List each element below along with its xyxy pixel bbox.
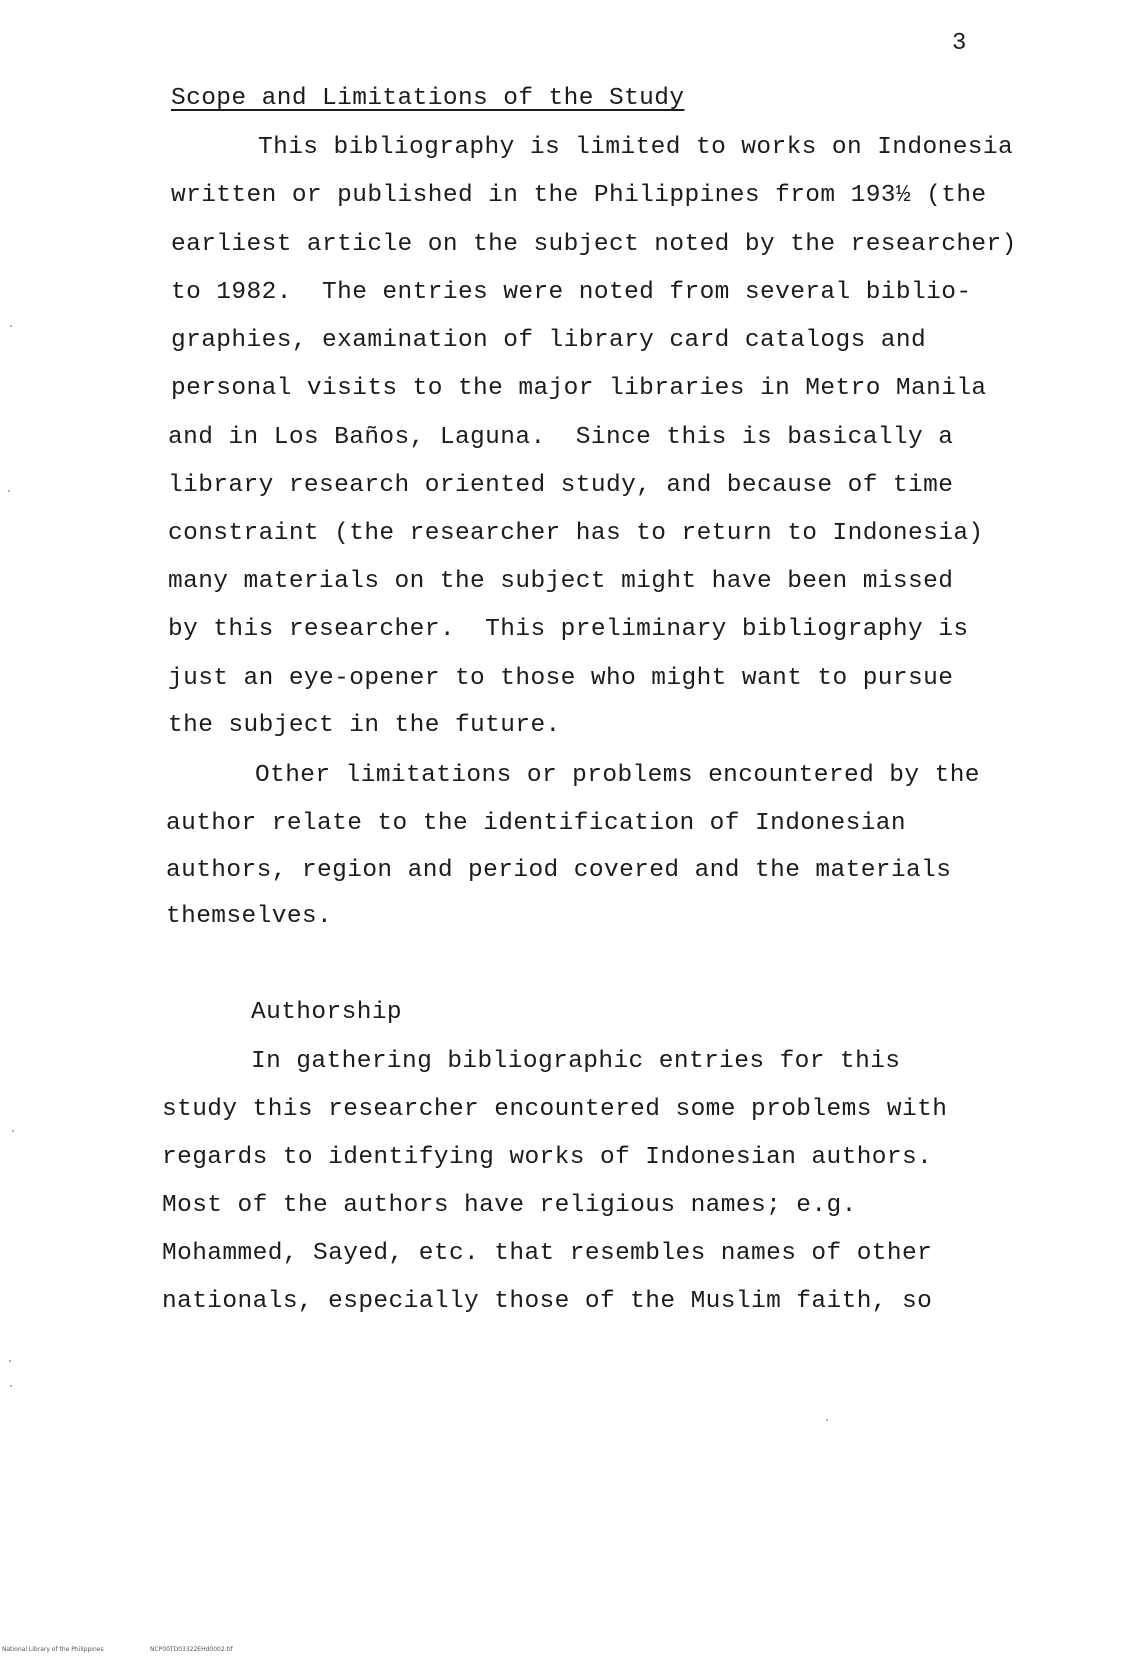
text-line: study this researcher encountered some problems with [162,1096,948,1123]
text-line: library research oriented study, and because of time [168,472,954,499]
text-line: many materials on the subject might have been missed [168,568,954,595]
text-line: personal visits to the major libraries in Metro Manila [171,375,987,402]
text-line: the subject in the future. [168,712,561,739]
footer-library: National Library of the Philippines [2,1646,104,1653]
page-number: 3 [952,30,968,57]
scan-speck [9,1360,11,1362]
text-line: nationals, especially those of the Muslim faith, so [162,1288,933,1315]
scan-speck [826,1419,828,1421]
section-heading-authorship: Authorship [251,999,403,1026]
text-line: Other limitations or problems encountered by the [255,762,980,789]
text-line: author relate to the identification of Indonesian [166,810,907,837]
text-line: regards to identifying works of Indonesian authors. [162,1144,933,1171]
text-line: In gathering bibliographic entries for this [251,1048,901,1075]
text-line: by this researcher. This preliminary bibliography is [168,616,969,643]
scan-speck [12,1130,14,1132]
text-line: themselves. [166,903,333,930]
text-line: just an eye-opener to those who might want to pursue [168,665,954,692]
text-line: written or published in the Philippines from 193½ (the [171,182,987,209]
text-line: Most of the authors have religious names; e.g. [162,1192,857,1219]
text-line: This bibliography is limited to works on Indonesia [258,134,1014,161]
text-line: to 1982. The entries were noted from several biblio- [171,279,972,306]
text-line: authors, region and period covered and the materials [166,857,952,884]
text-line: and in Los Baños, Laguna. Since this is basically a [168,424,954,451]
scan-speck [8,490,10,492]
text-line: constraint (the researcher has to return to Indonesia) [168,520,984,547]
text-line: earliest article on the subject noted by the researcher) [171,231,1017,258]
scan-speck [10,1385,12,1387]
footer-file-code: NCP00TD03322EHd0002.tif [150,1646,233,1653]
scan-speck [10,325,12,327]
text-line: graphies, examination of library card catalogs and [171,327,927,354]
text-line: Mohammed, Sayed, etc. that resembles names of other [162,1240,933,1267]
section-heading-scope: Scope and Limitations of the Study [171,85,685,112]
